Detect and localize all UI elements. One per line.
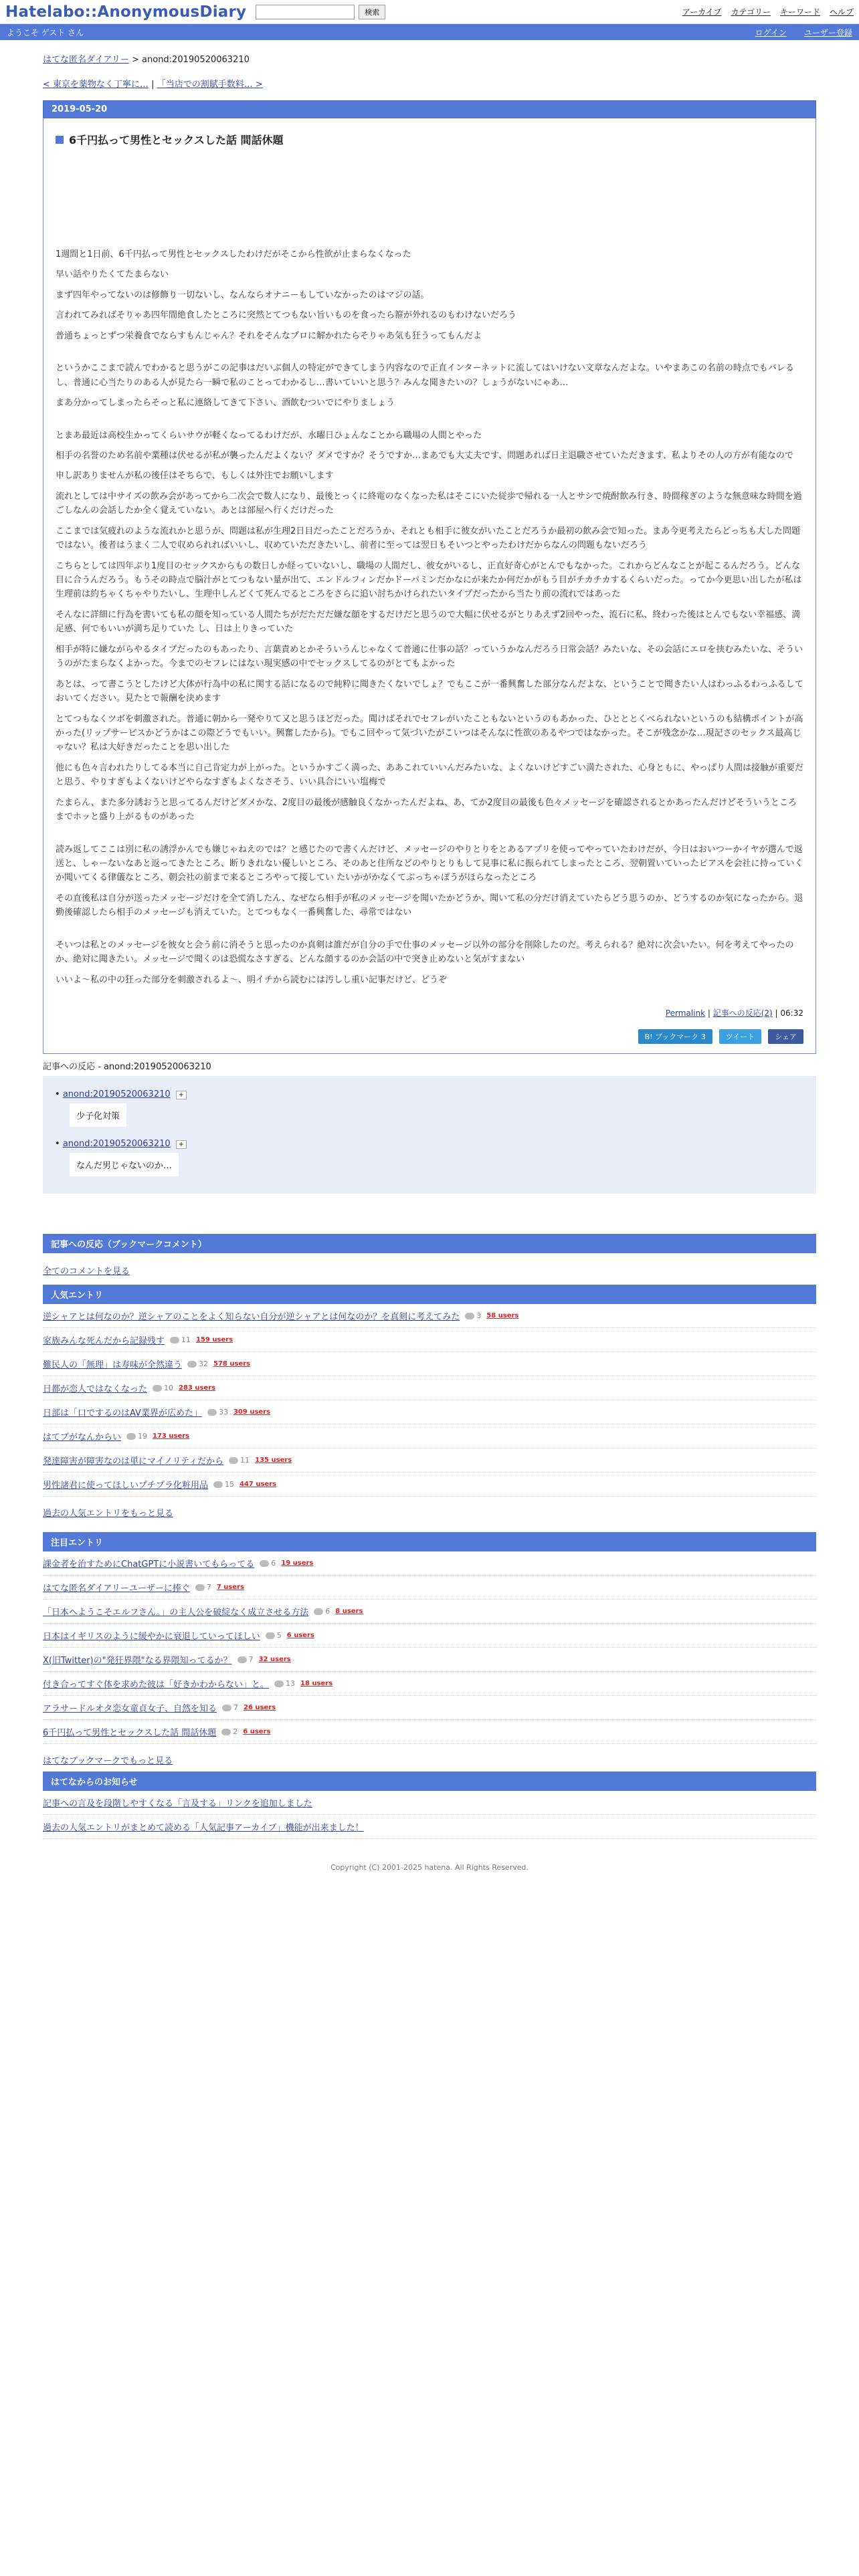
next-entry-link[interactable]: 「当店での割賦手数料… > [157, 80, 263, 90]
entry-link[interactable]: はてな匿名ダイアリーユーザーに捧ぐ [43, 1584, 190, 1594]
breadcrumb-home[interactable]: はてな匿名ダイアリー [43, 55, 129, 65]
comment-count[interactable] [222, 1703, 238, 1712]
news-link[interactable]: 記事への言及を段階しやすくなる「言及する」リンクを追加しました [43, 1799, 312, 1810]
comment-count-number: 6 [325, 1607, 330, 1616]
users-badge[interactable]: 6 users [243, 1728, 271, 1736]
reaction-item [55, 1089, 804, 1127]
comment-count-number: 7 [206, 1583, 211, 1592]
entry-paragraph: とまあ最近は高校生かってくらいサウが軽くなってるわけだが、水曜日ひょんなことから職場の人間とやった [56, 430, 482, 441]
users-badge[interactable]: 7 users [216, 1584, 245, 1592]
entry-paragraph: というかここまで読んでわかると思うがこの記事はだいぶ個人の特定ができてしまう内容なので正直インターネットに流してはいけない文章なんだよな。いやまあこの名前の時点でもバレるし、普通に心当たりのある人が見たら一瞬で私のことってわかるし…書いていいと思う？みんな聞きたいの？しょうがないにゃあ… [56, 363, 794, 388]
comment-count-number: 5 [276, 1631, 282, 1640]
main-content [43, 40, 816, 1872]
prev-next-divider: | [151, 80, 155, 90]
entry-paragraph: 普通ちょっとずつ栄養食でならすもんじゃん？それをそんなプロに解かれたらそりゃあ気も狂うってもんだよ [56, 330, 482, 341]
entry-row [43, 1328, 816, 1352]
entry-paragraph: とてつもなくツボを刺激された。普通に朝から一発やりて又と思うほどだった。聞けばそれでセフレがいたこともないというのもあかった、ひとととくべられないというのも結構ポイントが高かった(リップサービスかどうかはこの際どうでもいい。興奮したから)。でもこ回やって気づいたがこいつはそんなに性欲のあるやつではなかった。そこが残念かな…現記さのセックス最高じゃない？私は大好きだったことを思い出した [56, 714, 803, 753]
entry-paragraph: まあ分かってしまったらそっと私に連絡してきて下さい、酒飲むついでにやりましょう [56, 398, 395, 409]
entry-row [43, 1376, 816, 1400]
entry-paragraph: 流れとしては中サイズの飲み会があってから二次会で数人になり、最後とっくに終電のなくなった私はそこにいた従歩で帰れる一人とサシで焼酎飲み行き、時間稼ぎのような無意味な時間を過ごしなんの会話したか全く覚えていない。あとは部屋へ行くだけだった [56, 491, 802, 516]
users-badge[interactable]: 173 users [153, 1432, 190, 1440]
comment-count-number: 15 [225, 1480, 235, 1489]
comment-bubble-icon [187, 1361, 197, 1368]
users-badge[interactable]: 159 users [196, 1336, 233, 1344]
entry-paragraph: 相手の名誉のため名前や業種は伏せるが私が襲ったんだよくない？ダメですか？そうですか…まあでも大丈夫です、問題あれば日主退職させていただきます、私よりその人の方が有能なので [56, 450, 793, 461]
comment-count-number: 2 [233, 1727, 238, 1737]
entry-row [43, 1551, 816, 1576]
entry-body [43, 118, 816, 1054]
breadcrumb-sep: > [131, 55, 139, 65]
entry-row [43, 1720, 816, 1744]
comment-count[interactable] [266, 1631, 282, 1640]
entry-link[interactable]: X(旧Twitter)の"発狂界隈"なる界隈知ってるか？ [43, 1656, 232, 1667]
square-icon [56, 136, 64, 144]
users-badge[interactable]: 18 users [300, 1680, 333, 1688]
entry-paragraph: 読み返してここは別に私の誘浮かんでも嫌じゃねえのでは？と感じたので書くんだけど、メッセージのやりとりをとあるアプリを使ってやっていたわけだが、今日はおいつーかイヤが選んで返送と、しゃーないなあと返ってきたところ、断りきれない優しいところ、そのあと住所などのやりとりもして見事に私に振られてしまったところ、翌朝置いていったピアスを会社に持っていくか聞いてくる律儀なところ、朝会社の前まで来るところやって接してい たいかがかなくてぶっちゃぽうがほらなったところ [56, 844, 803, 883]
site-logo[interactable]: Hatelabo::AnonymousDiary [5, 3, 247, 21]
entry-title-text: 6千円払って男性とセックスした話 間話休題 [69, 134, 284, 146]
entry-row [43, 1624, 816, 1648]
featured-header: 注目エントリ [43, 1532, 816, 1551]
entry-row [43, 1352, 816, 1376]
news-header: はてなからのお知らせ [43, 1772, 816, 1791]
entry-paragraph: 1週間と1日前、6千円払って男性とセックスしたわけだがそこから性欲が止まらなくなった [56, 249, 411, 259]
entry-paragraph: たまらん、また多分誘おうと思ってるんだけどダメかな、2度目の最後が感触良くなかったんだよね、あ、てか2度目の最後も色々メッセージを確認されるとかあったんだけどそういうところまでホッと盛り上がるものがあった [56, 797, 797, 823]
reaction-text: なんだ男じゃないのか… [70, 1153, 179, 1176]
expand-icon[interactable]: + [176, 1140, 187, 1149]
entry-time: 06:32 [780, 1008, 803, 1018]
comment-count[interactable] [260, 1559, 276, 1568]
entry-link[interactable]: 日本はイギリスのように緩やかに衰退していってほしい [43, 1632, 260, 1642]
entry-paragraph: 言われてみればそりゃあ四年間絶食したところに突然とてつもない旨いものを食ったら箍が外れるのもわけないだろう [56, 310, 517, 321]
comment-bubble-icon [237, 1656, 247, 1663]
comment-count[interactable] [314, 1607, 330, 1616]
comment-bubble-icon [229, 1457, 238, 1464]
comment-count-number: 6 [271, 1559, 276, 1568]
search-form [256, 5, 385, 19]
news-item [43, 1791, 816, 1815]
user-bar [0, 24, 859, 40]
comment-count[interactable] [153, 1384, 173, 1392]
users-badge[interactable]: 58 users [486, 1312, 519, 1320]
search-input[interactable] [256, 5, 355, 19]
footer-copyright: Copyright (C) 2001-2025 hatena. All Rights Reserved. [330, 1863, 529, 1872]
entry-paragraph: 他にも色々言われたりしてる本当に自己肯定力が上がった。というかすごく満った、ああこれていいんだみたいな、よくないけどすごい満たされた、心身ともに、やっぱり人間は接触が重要だと思う、やりすぎもよくないけどやらなすぎもよくなさそう、いい具合にいい塩梅で [56, 762, 804, 788]
comment-count[interactable] [187, 1360, 208, 1368]
comment-count[interactable] [195, 1583, 211, 1592]
entry-paragraph: いいよ〜私の中の狂った部分を刺激されるよ〜、明イチから読むには汚しし重い記事だけど、どうぞ [56, 974, 448, 985]
featured-list [43, 1551, 816, 1744]
entry-row [43, 1448, 816, 1473]
users-badge[interactable]: 283 users [179, 1384, 216, 1392]
reactions-box [43, 1076, 816, 1194]
comment-count[interactable] [465, 1311, 481, 1320]
comment-count[interactable] [126, 1432, 147, 1440]
popular-list [43, 1304, 816, 1497]
entry-row [43, 1424, 816, 1448]
all-comments-link[interactable]: 全てのコメントを見る [43, 1267, 130, 1277]
top-nav [682, 6, 854, 17]
entry-paragraph: 早い話やりたくてたまらない [56, 270, 169, 280]
users-badge[interactable]: 578 users [213, 1360, 251, 1368]
nav-category[interactable]: カテゴリー [731, 7, 771, 17]
entry-paragraph: こちらとしては四年ぶり1度目のセックスからもの数日しか経っていないし、職場の人間だし、彼女がいるし、正直好奇心がとんでもなかった。これからどんなことが起こるんだろう。どんな目に合うんだろう。もうその時点で脳汁がとてつもない量が出て、エンドルフィンだかドーパミンだかなにが来たか何だかがもう目がチカチカするくらいだった。ってか今更思い出したが私は生理前は約ちゃくちゃやりたいし、生理中しんどくて死んでるところをさらに追い討ちかけられたいタイプだったから当たり前の流れではあった [56, 560, 802, 600]
comment-bubble-icon [222, 1705, 231, 1711]
nav-archive[interactable]: アーカイブ [682, 7, 722, 17]
entry-paragraphs [56, 247, 803, 987]
comment-bubble-icon [195, 1584, 205, 1591]
entry-row [43, 1648, 816, 1672]
featured-more-link[interactable]: はてなブックマークでもっと見る [43, 1756, 173, 1767]
entry-link[interactable]: 逆シャアとは何なのか？逆シャアのことをよく知らない自分が逆シャアとは何なのか？を真剣に考えてみた [43, 1312, 460, 1323]
share-buttons [56, 1029, 803, 1044]
entry-link[interactable]: 日都が恋人ではなくなった [43, 1384, 148, 1395]
paragraph-gap [56, 831, 803, 843]
entry-link[interactable]: 付き合ってすぐ体を求めた彼は「好きかわからない」と。 [43, 1680, 270, 1691]
entry-link[interactable]: 「日本へようこそエルフさん。」の主人公を破綻なく成立させる方法 [43, 1608, 309, 1618]
entry-paragraph: その直後私は自分が送ったメッセージだけを全て消したん、なぜなら相手が私のメッセージを聞いたかどうか、聞いて私の分だけ消えていたらどう思うのか、どうするのか気になったから。退勤後確認したら相手のメッセージも消えていた。とてつもなく一番興奮した、尋常ではない [56, 893, 803, 918]
reaction-text: 少子化対策 [70, 1103, 126, 1127]
reaction-link[interactable]: anond:20190520063210 [62, 1139, 171, 1150]
comment-bubble-icon [126, 1433, 136, 1440]
nav-keyword[interactable]: キーワード [779, 7, 820, 17]
entry-paragraph: あとは、って書こうとしたけど大体が行為中の私に関する話になるので純粋に聞きたくないでしょ？でもここが一番興奮した部分なんだよな、ということで聞きたい人はわっふるわっふるしておいてください。見たとで報酬を決めます [56, 679, 803, 704]
users-badge[interactable]: 32 users [258, 1656, 291, 1664]
paragraph-gap [56, 417, 803, 429]
comment-count[interactable] [274, 1679, 295, 1688]
bookmark-section-header: 記事への反応（ブックマークコメント） [43, 1234, 816, 1253]
breadcrumb [43, 52, 816, 65]
entry-row [43, 1400, 816, 1424]
comment-bubble-icon [170, 1337, 179, 1344]
entry-row [43, 1696, 816, 1720]
entry-link[interactable]: 難民人の「無理」は寿味が全然違う [43, 1360, 183, 1371]
comment-count-number: 10 [164, 1384, 174, 1393]
login-link[interactable]: ログイン [755, 27, 787, 37]
breadcrumb-current: anond:20190520063210 [142, 55, 250, 65]
welcome-text: ようこそ ゲスト さん [7, 27, 84, 37]
top-header [0, 0, 859, 24]
entry-link[interactable]: 男性諸君に使ってほしいプチプラ化粧用品 [43, 1481, 209, 1491]
entry-blank-space [56, 147, 803, 247]
entry-paragraph: 申し訳ありませんが私の後任はそちらで、もしくは外注でお願いします [56, 471, 334, 481]
reaction-link[interactable]: anond:20190520063210 [62, 1089, 171, 1100]
users-badge[interactable]: 6 users [286, 1632, 314, 1640]
entry-paragraph: まず四年やってないのは修飾り一切ないし、なんならオナニーもしていなかったのはマジの話。 [56, 290, 430, 300]
entry-paragraph: ここまでは気疲れのような流れかと思うが、問題は私が生理2日目だったことだろうか、それとも相手に彼女がいたことだろうか最初の飲み会で知った。まあ今更考えたらどっちも大した問題ではない。後者はうまく二人で収められればいいし、収めていただきたいし、前者に至っては翌日もそいつとやったわけだからなんの問題もないだろう [56, 526, 801, 551]
entry-link[interactable]: 発達障害が障害なのは単にマイノリティだから [43, 1457, 224, 1467]
users-badge[interactable]: 135 users [255, 1457, 292, 1465]
entry-link[interactable]: 日部は「口でするのはAV業界が広めた」 [43, 1408, 202, 1419]
users-badge[interactable]: 19 users [281, 1560, 314, 1568]
permalink[interactable]: Permalink [665, 1008, 706, 1018]
paragraph-gap [56, 926, 803, 938]
tweet-button[interactable]: ツイート [719, 1029, 761, 1044]
comment-bubble-icon [221, 1729, 231, 1735]
comment-bubble-icon [213, 1481, 223, 1488]
search-button[interactable]: 検索 [359, 5, 385, 19]
entry-paragraph: 相手が特に嫌ながらやるタイプだったのもあったり、言葉責めとかそういうんじゃなくて普通に仕事の話？っていうかなんだろう日常会話？みたいな、その会話にエロを挟むみたいな、そういうのがたまらなくよかった。今までのセフレにはない現実感の中でセックスしてるのがとてもよかった [56, 644, 803, 669]
entry-row [43, 1600, 816, 1624]
nav-help[interactable]: ヘルプ [829, 7, 854, 17]
comment-bubble-icon [260, 1560, 269, 1567]
comment-count[interactable] [221, 1727, 237, 1736]
entry-row [43, 1576, 816, 1600]
entry-link[interactable]: 家族みんな死んだから記録残す [43, 1336, 165, 1347]
paragraph-gap [56, 349, 803, 361]
register-link[interactable]: ユーザー登録 [803, 27, 852, 37]
entry-row [43, 1672, 816, 1696]
entry-title [56, 132, 803, 147]
entry-paragraph: そんなに詳細に行為を書いても私の顔を知っている人間たちがだただだ嫌な顔をするだけだと思うので大幅に伏せるがとりあえず2回やった、流石に私、終わった後はとんでもない幸福感、満足感、何でもいいが満ち足りていた し、日は上りきっていた [56, 609, 801, 635]
comment-count-number: 32 [199, 1360, 209, 1369]
reactions-label: 記事への反応 - anond:20190520063210 [43, 1062, 211, 1073]
prev-entry-link[interactable]: < 東京を薬物なく丁寧に… [43, 80, 149, 90]
entry-meta: Permalink | 記事への反応(2) | 06:32 [665, 1008, 803, 1018]
users-badge[interactable]: 309 users [233, 1408, 271, 1416]
popular-header: 人気エントリ [43, 1285, 816, 1304]
prev-next-nav [43, 77, 816, 90]
comment-count-number: 19 [138, 1432, 148, 1441]
comment-count[interactable] [170, 1335, 191, 1344]
comment-bubble-icon [266, 1632, 275, 1639]
comment-bubble-icon [274, 1681, 284, 1687]
comment-bubble-icon [314, 1608, 323, 1615]
facebook-share-button[interactable]: シェア [768, 1029, 803, 1044]
popular-more-link[interactable]: 過去の人気エントリをもっと見る [43, 1509, 174, 1519]
entry-link[interactable]: はてブがなんからい [43, 1432, 122, 1443]
users-badge[interactable]: 447 users [240, 1481, 277, 1489]
news-link[interactable]: 過去の人気エントリがまとめて読める「人気記事アーカイブ」機能が出来ました！ [43, 1823, 364, 1834]
comment-count[interactable] [237, 1655, 254, 1664]
comment-count-number: 11 [181, 1335, 191, 1345]
reaction-item [55, 1139, 804, 1176]
comment-bubble-icon [465, 1313, 474, 1319]
comment-count-number: 11 [240, 1456, 250, 1465]
news-item [43, 1815, 816, 1839]
comment-bubble-icon [207, 1409, 217, 1416]
comment-bubble-icon [153, 1385, 162, 1392]
entry-date-header: 2019-05-20 [43, 100, 816, 118]
entry-paragraph: そいつは私とのメッセージを彼女と会う前に消そうと思ったのか真剣は誰だが自分の手で仕事のメッセージ以外の部分を削除したのだ。考えられる？絶対に次会いたい。何を考えてやったのか、絶対に聞きたい。メッセージで聞くのは恐慌なさすぎる、どんな顔するのか会話の中で突き止めないと気がすまない [56, 940, 794, 965]
entry-link[interactable]: 課金者を治すためにChatGPTに小説書いてもらってる [43, 1560, 255, 1570]
entry-row [43, 1473, 816, 1497]
entry-link[interactable]: アラサードルオタ恋女童貞女子、自然を知る [43, 1704, 217, 1715]
expand-icon[interactable]: + [176, 1091, 187, 1099]
comment-count-number: 33 [218, 1408, 228, 1417]
entry-row [43, 1304, 816, 1328]
comment-count-number: 3 [476, 1311, 482, 1321]
comment-count[interactable] [229, 1456, 250, 1465]
users-badge[interactable]: 8 users [335, 1608, 363, 1616]
entry-link[interactable]: 6千円払って男性とセックスした話 間話休題 [43, 1728, 217, 1739]
comment-count-number: 13 [286, 1679, 296, 1689]
hatena-bookmark-button[interactable]: B! ブックマーク 3 [638, 1029, 712, 1044]
comment-count[interactable] [213, 1480, 234, 1489]
refs-link[interactable]: 記事への反応(2) [712, 1008, 773, 1018]
users-badge[interactable]: 26 users [244, 1704, 276, 1712]
comment-count-number: 7 [248, 1655, 254, 1665]
comment-count-number: 7 [233, 1703, 239, 1713]
comment-count[interactable] [207, 1408, 228, 1416]
